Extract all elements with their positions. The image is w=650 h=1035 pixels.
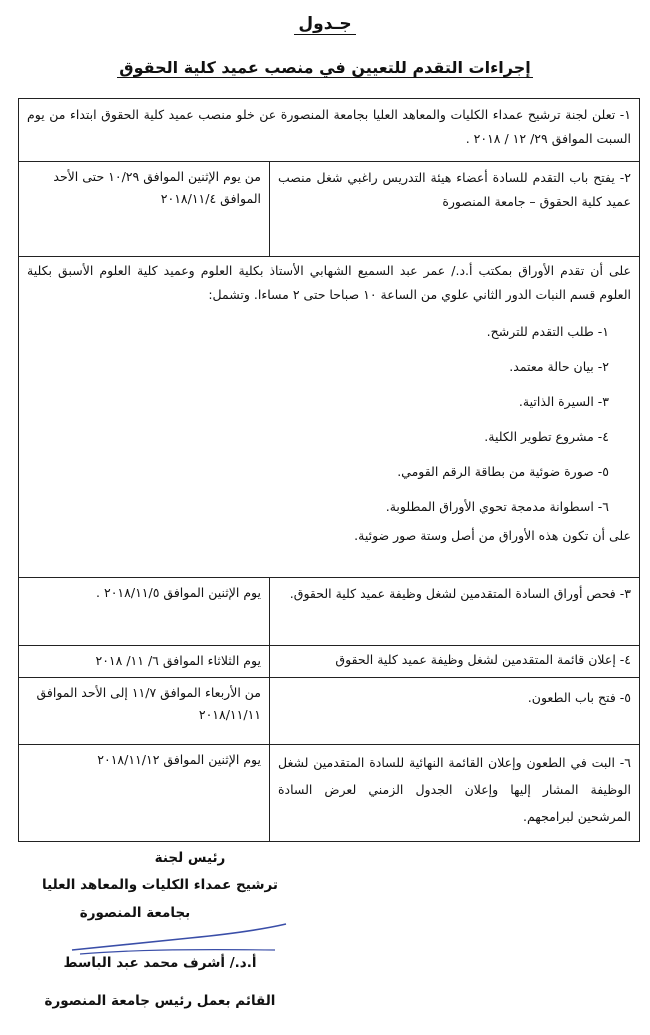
section-6-date: يوم الإثنين الموافق ٢٠١٨/١١/١٢ (97, 752, 261, 767)
list-item: ٥- صورة ضوئية من بطاقة الرقم القومي. (397, 464, 609, 479)
document-title (0, 14, 650, 34)
section-5-step: ٥- فتح باب الطعون. (527, 690, 631, 705)
section-3-step: ٣- فحص أوراق السادة المتقدمين لشغل وظيفة عميد كلية الحقوق. (289, 586, 631, 601)
section-6-date-cell (19, 745, 269, 841)
section-4-date: يوم الثلاثاء الموافق ٦/ ١١/ ٢٠١٨ (95, 653, 261, 668)
section-3-box (18, 577, 640, 646)
section-2-step: ٢- يفتح باب التقدم للسادة أعضاء هيئة التدريس راغبي شغل منصب عميد كلية الحقوق – جامعة المنصورة (278, 170, 631, 209)
section-6-row (19, 745, 639, 841)
section-3-row (19, 578, 639, 645)
section-5-row (19, 678, 639, 744)
subtitle-text: إجراءات التقدم للتعيين في منصب عميد كلية الحقوق (119, 58, 531, 77)
section-4-row (19, 646, 639, 677)
requirements-list (19, 314, 639, 524)
document-subtitle (0, 58, 650, 77)
list-item: ٢- بيان حالة معتمد. (509, 359, 609, 374)
section-5-date-cell (19, 678, 269, 744)
section-3-step-cell (269, 578, 639, 645)
signatory-position: القائم بعمل رئيس جامعة المنصورة (44, 993, 276, 1009)
section-2-box (18, 161, 640, 257)
section-5-box (18, 677, 640, 745)
section-6-box (18, 744, 640, 842)
section-6-step-cell (269, 745, 639, 841)
section-4-step-cell (269, 646, 639, 677)
submission-note: على أن تكون هذه الأوراق من أصل وستة صور ضوئية. (354, 528, 631, 543)
signature-title: رئيس لجنة (154, 850, 226, 866)
section-5-step-cell (269, 678, 639, 744)
university-name: بجامعة المنصورة (79, 905, 191, 921)
section-1-text: ١- تعلن لجنة ترشيح عمداء الكليات والمعاهد العليا بجامعة المنصورة عن خلو منصب عميد كلية الحقوق ابتداء من يوم السبت الموافق ٢٩/ ١٢ / ٢٠١٨ . (27, 107, 631, 146)
section-2-row (19, 162, 639, 256)
list-item: ٦- اسطوانة مدمجة تحوي الأوراق المطلوبة. (385, 499, 609, 514)
handwritten-signature (70, 920, 290, 960)
submission-intro: على أن تقدم الأوراق بمكتب أ.د./ عمر عبد السميع الشهابي الأستاذ بكلية العلوم وعميد كلية العلوم الأسبق بكلية العلوم قسم النبات الدور الثاني علوي من الساعة ١٠ صباحا حتى ٢ مساءا. وتشمل: (27, 263, 631, 302)
section-4-step: ٤- إعلان قائمة المتقدمين لشغل وظيفة عميد كلية الحقوق (335, 652, 631, 667)
section-4-date-cell (19, 646, 269, 677)
section-1-box (18, 98, 640, 162)
section-4-box (18, 645, 640, 678)
list-item: ٤- مشروع تطوير الكلية. (484, 429, 609, 444)
list-item: ٣- السيرة الذاتية. (518, 394, 609, 409)
section-2-date-cell (19, 162, 269, 256)
section-2-step-cell (269, 162, 639, 256)
committee-name: ترشيح عمداء الكليات والمعاهد العليا (42, 877, 278, 893)
signatory-name: أ.د./ أشرف محمد عبد الباسط (63, 955, 257, 971)
submission-box (18, 256, 640, 578)
section-6-step: ٦- البت في الطعون وإعلان القائمة النهائية للسادة المتقدمين لشغل الوظيفة المشار إليها وإعلان الجدول الزمني لعرض السادة المرشحين لبرامجهم. (278, 755, 631, 824)
section-5-date: من الأربعاء الموافق ١١/٧ إلى الأحد الموافق ٢٠١٨/١١/١١ (36, 685, 261, 722)
section-3-date-cell (19, 578, 269, 645)
section-3-date: يوم الإثنين الموافق ٢٠١٨/١١/٥ . (96, 585, 261, 600)
list-item: ١- طلب التقدم للترشح. (486, 324, 609, 339)
section-2-date: من يوم الإثنين الموافق ١٠/٢٩ حتى الأحد الموافق ٢٠١٨/١١/٤ (53, 169, 261, 206)
title-text: جـدول (294, 14, 355, 35)
